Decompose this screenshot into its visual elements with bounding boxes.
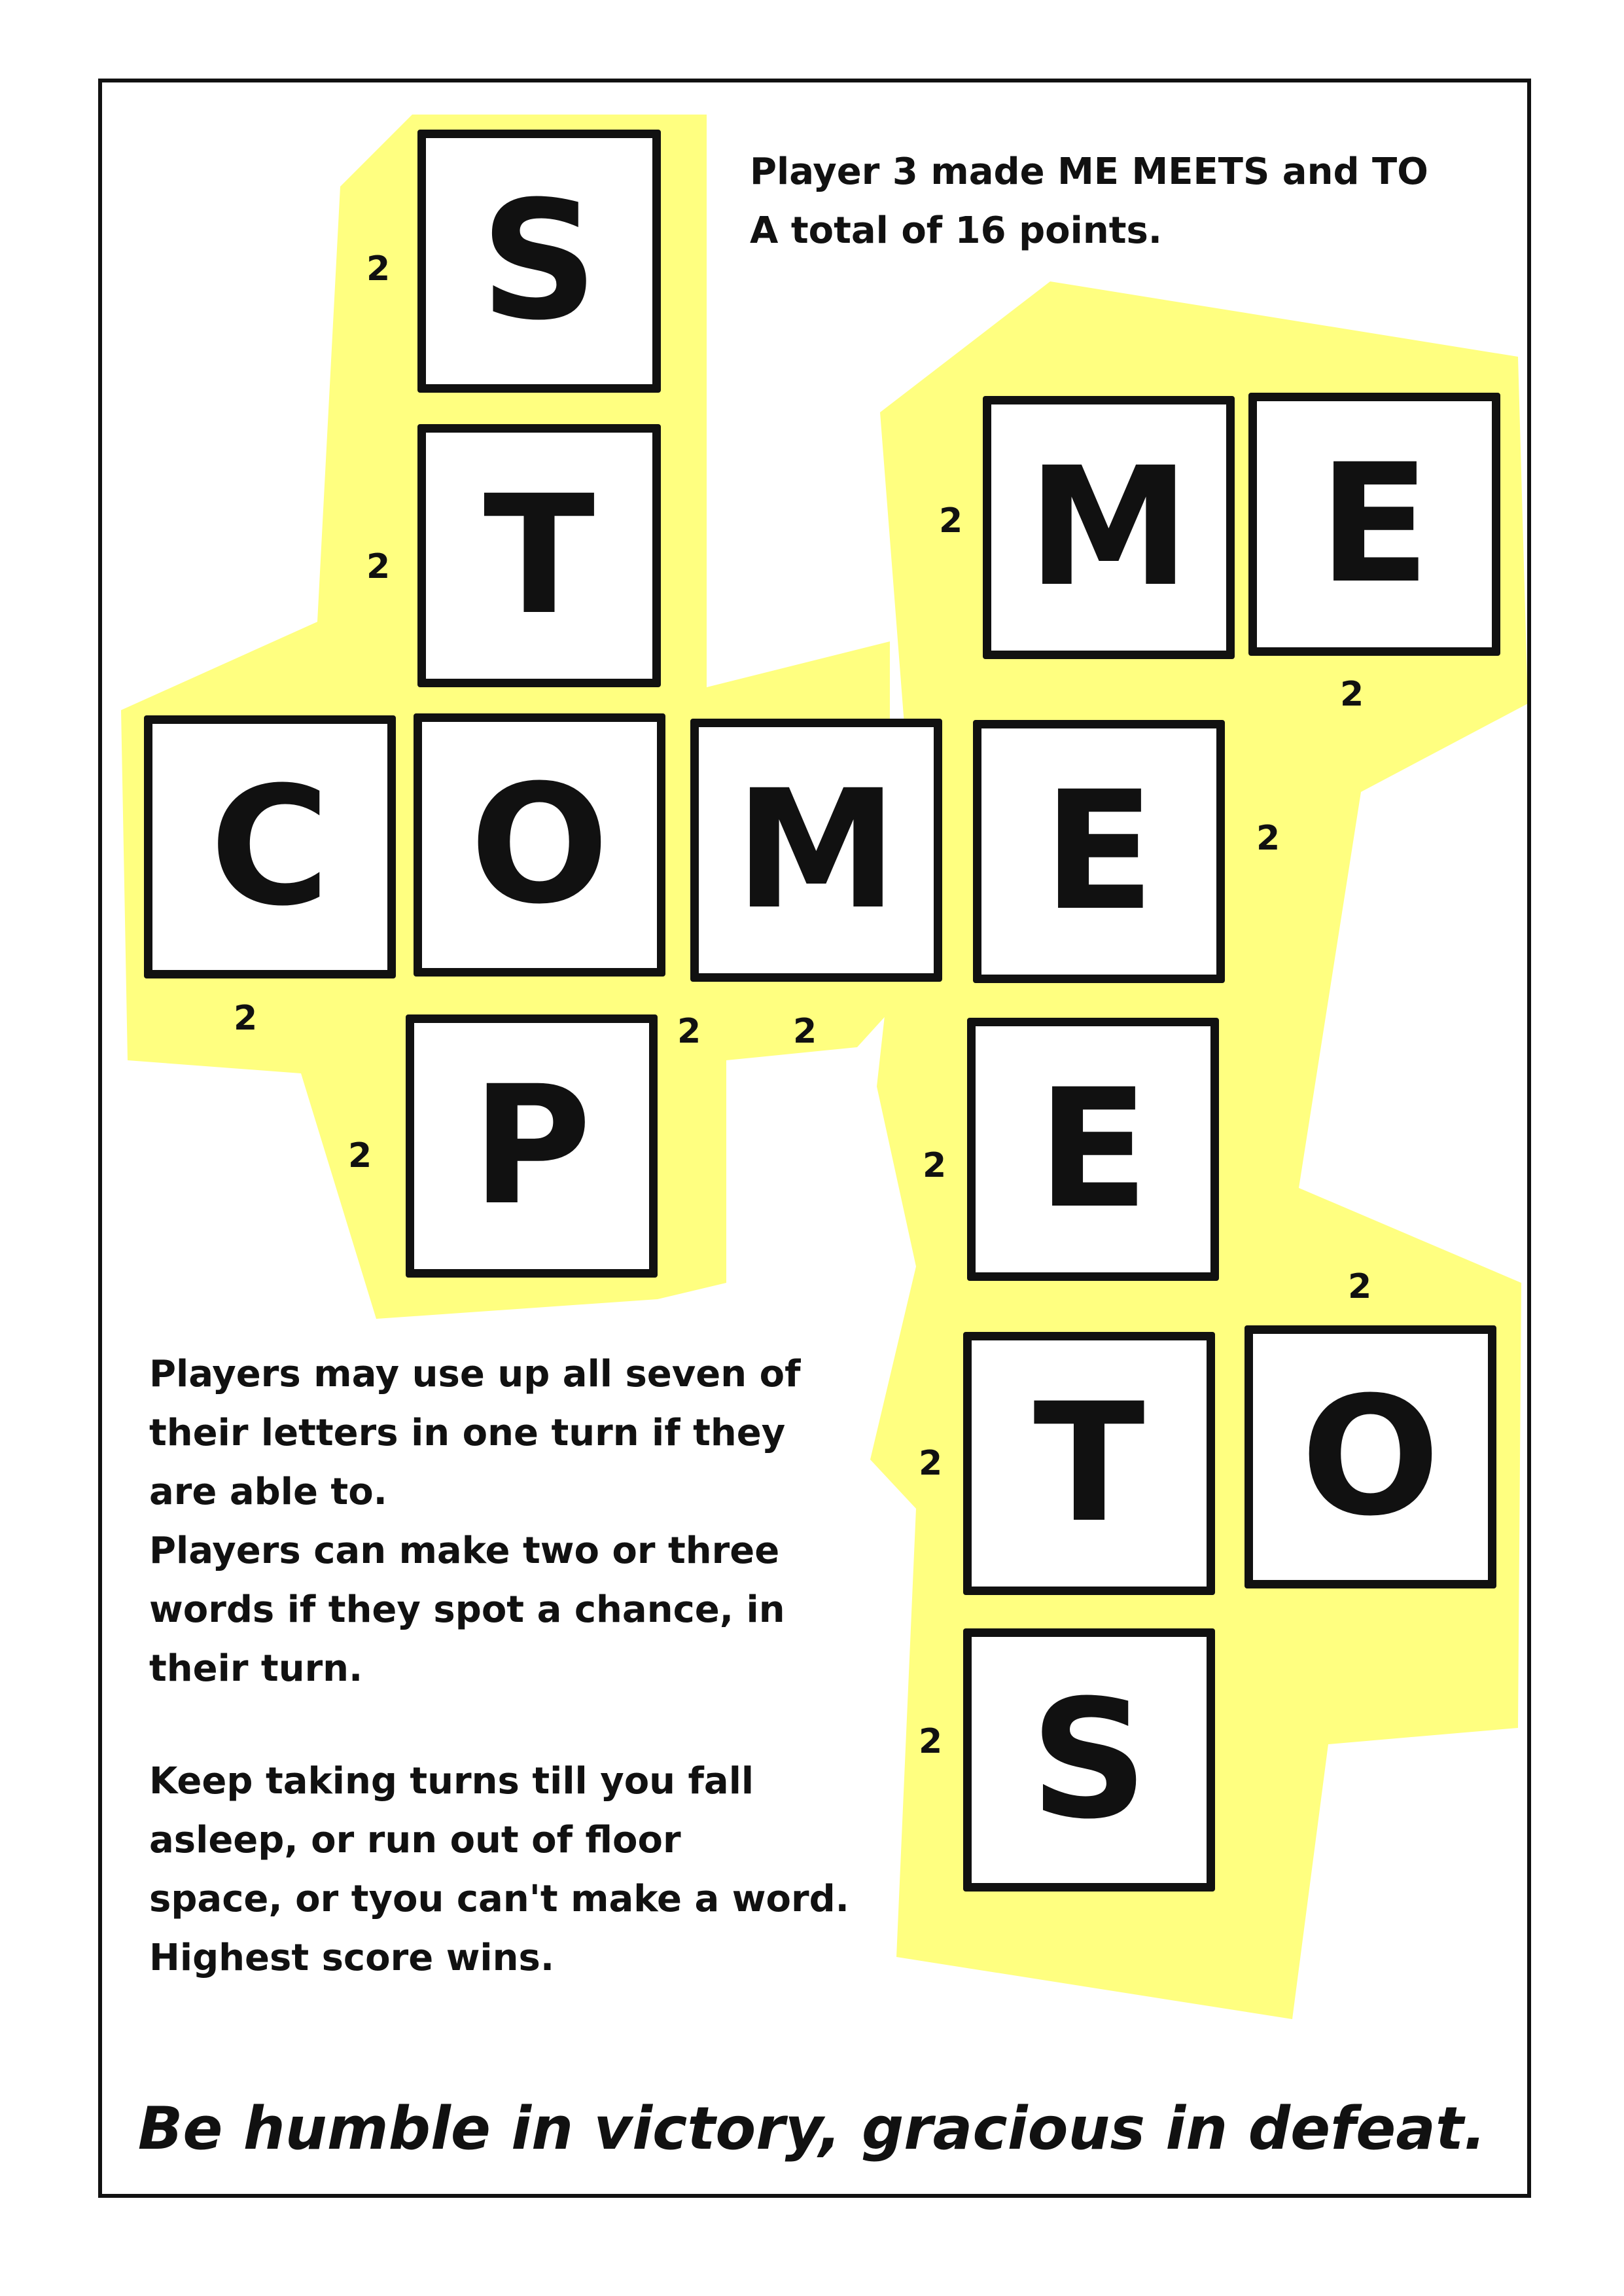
letter-tile-m-center: [690, 719, 942, 982]
rules-line: Highest score wins.: [149, 1937, 555, 1979]
letter-tile-t-lower: [963, 1332, 1215, 1595]
letter-tile-e-center: [973, 720, 1225, 983]
rules-paragraph-1: [149, 1345, 800, 1698]
letter-tile-p: [406, 1014, 658, 1278]
tile-letter: O: [1301, 1361, 1440, 1552]
tile-letter: E: [1043, 756, 1155, 946]
tile-letter: T: [1033, 1368, 1145, 1558]
motto-footer: Be humble in victory, gracious in defeat.: [137, 2094, 1487, 2163]
score-t-top: 2: [366, 547, 391, 586]
rules-line: space, or tyou can't make a word.: [149, 1878, 849, 1920]
rules-paragraph-2: [149, 1752, 849, 1988]
score-c: 2: [234, 999, 258, 1038]
score-s-top: 2: [366, 249, 391, 289]
score-o-lower: 2: [1348, 1267, 1372, 1306]
score-e-center: 2: [1256, 819, 1280, 858]
score-m-center: 2: [793, 1012, 817, 1051]
tile-letter: M: [735, 755, 898, 945]
tile-letter: M: [1027, 432, 1190, 622]
turn-summary: [750, 143, 1428, 260]
rules-line: asleep, or run out of floor: [149, 1819, 681, 1861]
tile-letter: O: [470, 749, 609, 940]
letter-tile-e-right: [1248, 393, 1500, 656]
turn-summary-line: Player 3 made ME MEETS and TO: [750, 151, 1428, 193]
tile-letter: S: [480, 166, 599, 356]
tile-letter: E: [1037, 1054, 1149, 1244]
rules-line: Players can make two or three: [149, 1530, 780, 1572]
rules-line: words if they spot a chance, in: [149, 1588, 785, 1631]
letter-tile-e-lower: [967, 1018, 1219, 1281]
letter-tile-s-bottom: [963, 1628, 1215, 1892]
tile-letter: C: [209, 751, 330, 942]
letter-tile-s-top: [417, 130, 661, 393]
score-o-center: 2: [677, 1012, 701, 1051]
score-e-lower: 2: [923, 1146, 947, 1185]
score-e-right: 2: [1340, 675, 1364, 714]
letter-tile-c: [144, 715, 396, 978]
score-m-right: 2: [939, 501, 963, 541]
letter-tile-o-lower: [1244, 1325, 1496, 1588]
tile-letter: S: [1030, 1664, 1148, 1855]
score-t-lower: 2: [919, 1444, 943, 1483]
rules-line: their letters in one turn if they: [149, 1412, 786, 1454]
letter-tile-t-top: [417, 424, 661, 687]
tile-letter: T: [483, 460, 595, 651]
letter-tile-m-right: [983, 396, 1235, 659]
tile-letter: E: [1318, 429, 1430, 619]
rules-line: their turn.: [149, 1647, 363, 1690]
rules-line: Keep taking turns till you fall: [149, 1760, 754, 1803]
letter-tile-o-center: [414, 713, 665, 977]
rules-line: Players may use up all seven of: [149, 1353, 801, 1395]
tile-letter: P: [471, 1050, 592, 1241]
score-p: 2: [348, 1136, 372, 1175]
turn-summary-total: A total of 16 points.: [750, 209, 1163, 252]
rules-line: are able to.: [149, 1471, 387, 1513]
score-s-bottom: 2: [919, 1722, 943, 1761]
